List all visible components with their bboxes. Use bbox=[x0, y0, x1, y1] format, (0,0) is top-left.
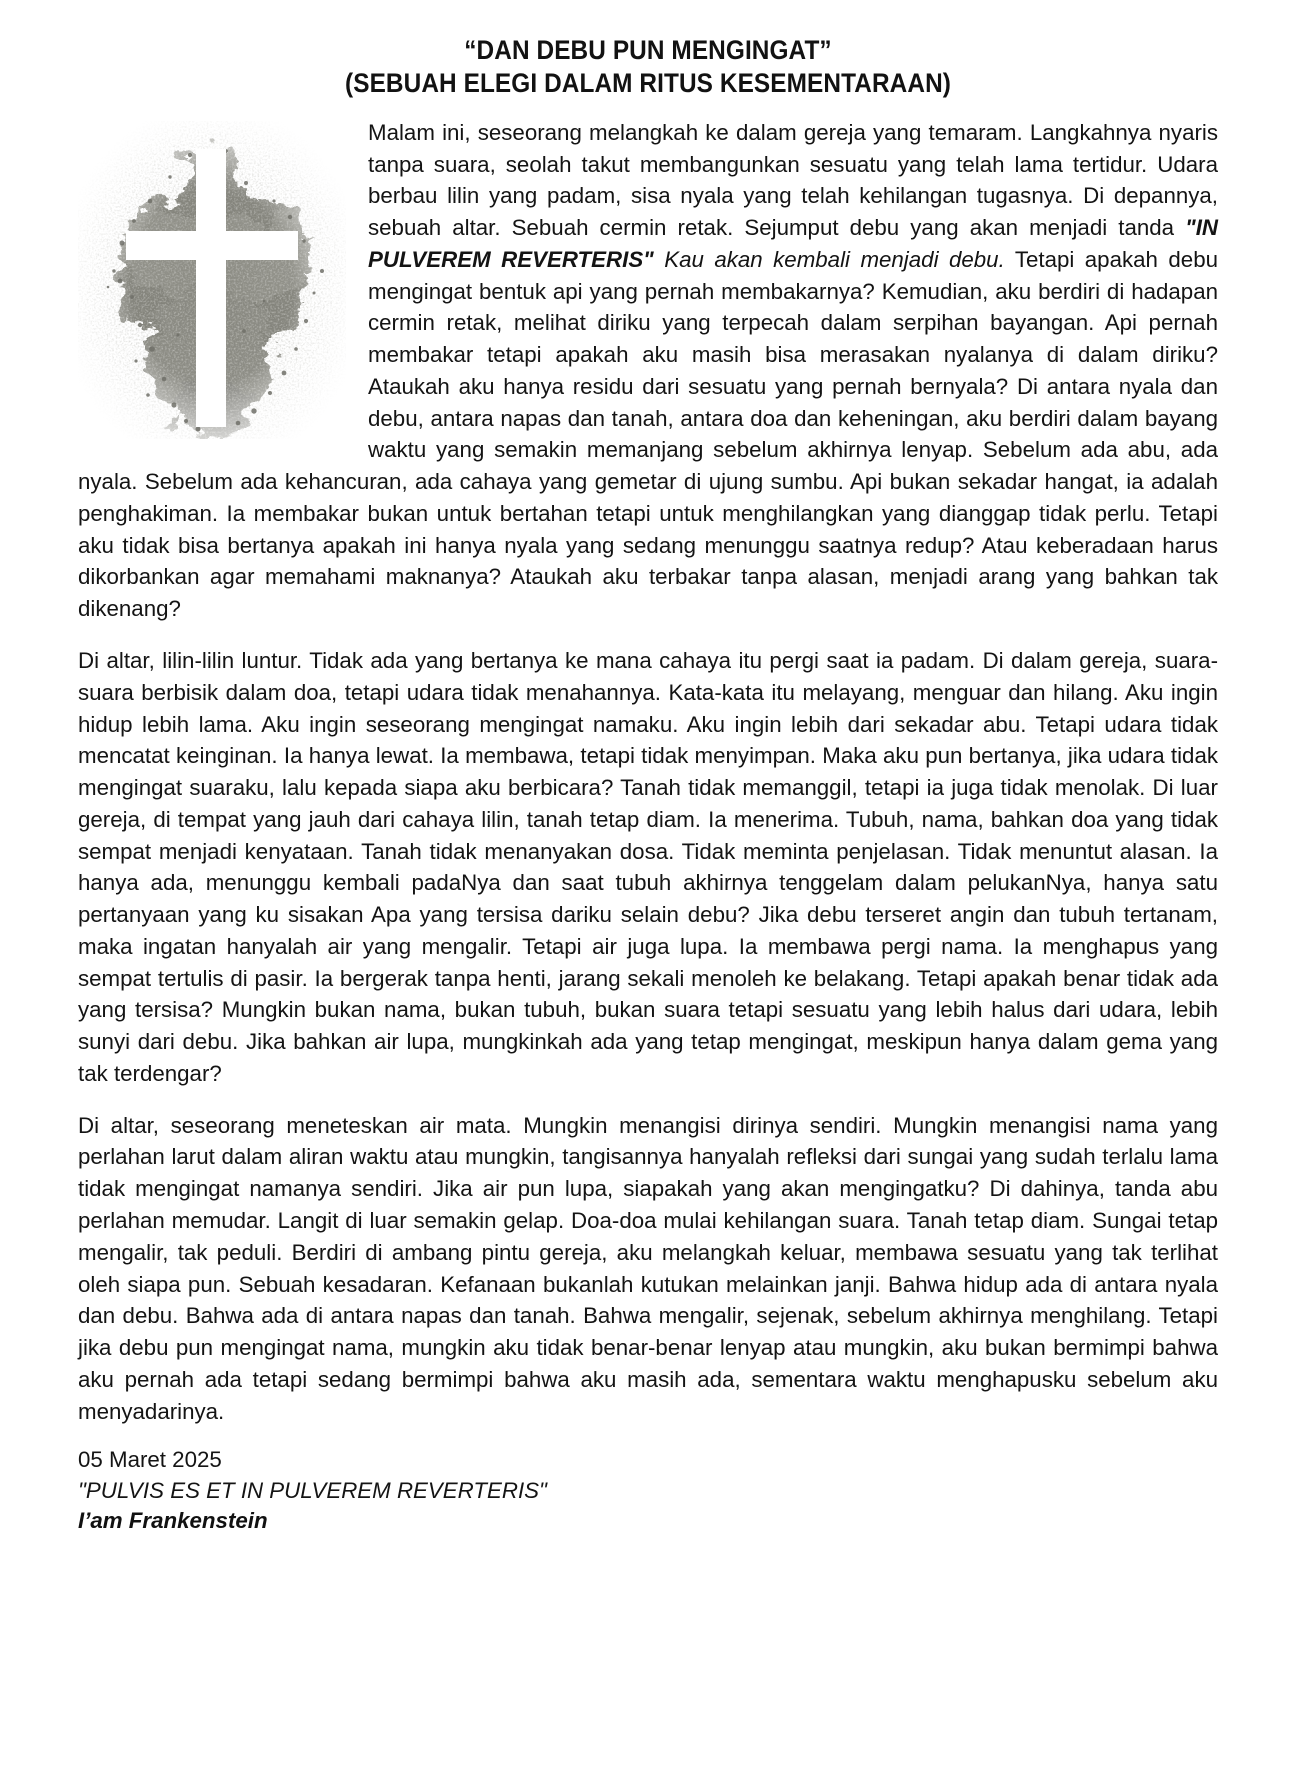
p3-segment: Di altar, seseorang meneteskan air mata. Mungkin menangisi dirinya sendiri. Mungkin menangisi nama yang perlahan larut dalam aliran waktu atau mungkin, tangisannya hanyalah refleksi dari sungai yang sudah terlalu lama tidak mengingat namanya sendiri. Jika air pun lupa, siapakah yang akan mengingatku? Di dahinya, tanda abu perlahan memudar. Langit di luar semakin gelap. Doa-doa mulai kehilangan suara. Tanah tetap diam. Sungai tetap mengalir, tak peduli. Berdiri di ambang pintu gereja, aku melangkah keluar, membawa sesuatu yang tak terlihat oleh siapa pun. Sebuah kesadaran. Kefanaan bukanlah kutukan melainkan janji. Bahwa hidup ada di antara nyala dan debu. Bahwa ada di antara napas dan tanah. Bahwa mengalir, sejenak, sebelum akhirnya menghilang. Tetapi jika debu pun mengingat nama, mungkin aku tidak benar-benar lenyap atau mungkin, aku bukan bermimpi bahwa aku pernah ada tetapi sedang bermimpi bahwa aku masih ada, sementara waktu menghapusku sebelum aku menyadarinya. bbox=[78, 1112, 1218, 1424]
ash-cross-graphic bbox=[78, 121, 346, 439]
footer-author: I’am Frankenstein bbox=[78, 1508, 268, 1534]
ash-cross-image bbox=[78, 121, 346, 439]
footer-date: 05 Maret 2025 bbox=[78, 1447, 222, 1473]
p1-segment-tail: Tetapi apakah debu mengingat bentuk api yang pernah membakarnya? Kemudian, aku berdiri di hadapan cermin retak, melihat diriku yang terpecah dalam serpihan bayangan. Api pernah membakar tetapi apakah aku masih bisa merasakan nyalanya di dalam diriku? Ataukah aku hanya residu dari sesuatu yang pernah bernyala? Di antara nyala dan debu, antara napas dan tanah, antara doa dan keheningan, aku berdiri dalam bayang waktu yang semakin memanjang sebelum akhirnya lenyap. Sebelum ada abu, ada nyala. Sebelum ada kehancuran, ada cahaya yang gemetar di ujung sumbu. Api bukan sekadar hangat, ia adalah penghakiman. Ia membakar bukan untuk bertahan tetapi untuk menghilangkan yang dianggap tidak perlu. Tetapi aku tidak bisa bertanya apakah ini hanya nyala yang sedang menunggu saatnya redup? Atau keberadaan harus dikorbankan agar memahami maknanya? Ataukah aku terbakar tanpa alasan, menjadi arang yang bahkan tak dikenang? bbox=[78, 246, 1218, 622]
p2-segment: Di altar, lilin-lilin luntur. Tidak ada yang bertanya ke mana cahaya itu pergi saat ia padam. Di dalam gereja, suara-suara berbisik dalam doa, tetapi udara tidak menahannya. Kata-kata itu melayang, menguar dan hilang. Aku ingin hidup lebih lama. Aku ingin seseorang mengingat namaku. Aku ingin lebih dari sekadar abu. Tetapi udara tidak mencatat keinginan. Ia hanya lewat. Ia membawa, tetapi tidak menyimpan. Maka aku pun bertanya, jika udara tidak mengingat suaraku, lalu kepada siapa aku berbicara? Tanah tidak memanggil, tetapi ia juga tidak menolak. Di luar gereja, di tempat yang jauh dari cahaya lilin, tanah tetap diam. Ia menerima. Tubuh, nama, bahkan doa yang tidak sempat menjadi kenyataan. Tanah tidak menanyakan dosa. Tidak meminta penjelasan. Tidak menuntut alasan. Ia hanya ada, menunggu kembali padaNya dan saat tubuh akhirnya tenggelam dalam pelukanNya, hanya satu pertanyaan yang ku sisakan Apa yang tersisa dariku selain debu? Jika debu terseret angin dan tubuh tertanam, maka ingatan hanyalah air yang mengalir. Tetapi air juga lupa. Ia membawa pergi nama. Ia menghapus yang sempat tertulis di pasir. Ia bergerak tanpa henti, jarang sekali menoleh ke belakang. Tetapi apakah benar tidak ada yang tersisa? Mungkin bukan nama, bukan tubuh, bukan suara tetapi sesuatu yang lebih halus dari udara, lebih sunyi dari debu. Jika bahkan air lupa, mungkinkah ada yang tetap mengingat, meskipun hanya dalam gema yang tak terdengar? bbox=[78, 648, 1218, 1086]
p1-latin-translation: Kau akan kembali menjadi debu. bbox=[664, 246, 1005, 272]
p1-latin-phrase: "IN PULVEREM REVERTERIS" bbox=[368, 215, 1218, 272]
title-line-primary: “DAN DEBU PUN MENGINGAT” bbox=[464, 35, 832, 65]
footer-latin-motto: "PULVIS ES ET IN PULVEREM REVERTERIS" bbox=[78, 1477, 547, 1503]
page-title bbox=[78, 34, 1218, 101]
title-line-subtitle: (SEBUAH ELEGI DALAM RITUS KESEMENTARAAN) bbox=[345, 68, 951, 99]
paragraph-2 bbox=[78, 645, 1218, 1090]
document-footer bbox=[78, 1445, 1218, 1537]
paragraph-3 bbox=[78, 1110, 1218, 1428]
p1-segment-lead: Malam ini, seseorang melangkah ke dalam gereja yang temaram. Langkahnya nyaris tanpa suara, seolah takut membangunkan sesuatu yang telah lama tertidur. Udara berbau lilin yang padam, sisa nyala yang telah kehilangan tugasnya. Di depannya, sebuah altar. Sebuah cermin retak. Sejumput debu yang akan menjadi tanda bbox=[368, 119, 1218, 241]
